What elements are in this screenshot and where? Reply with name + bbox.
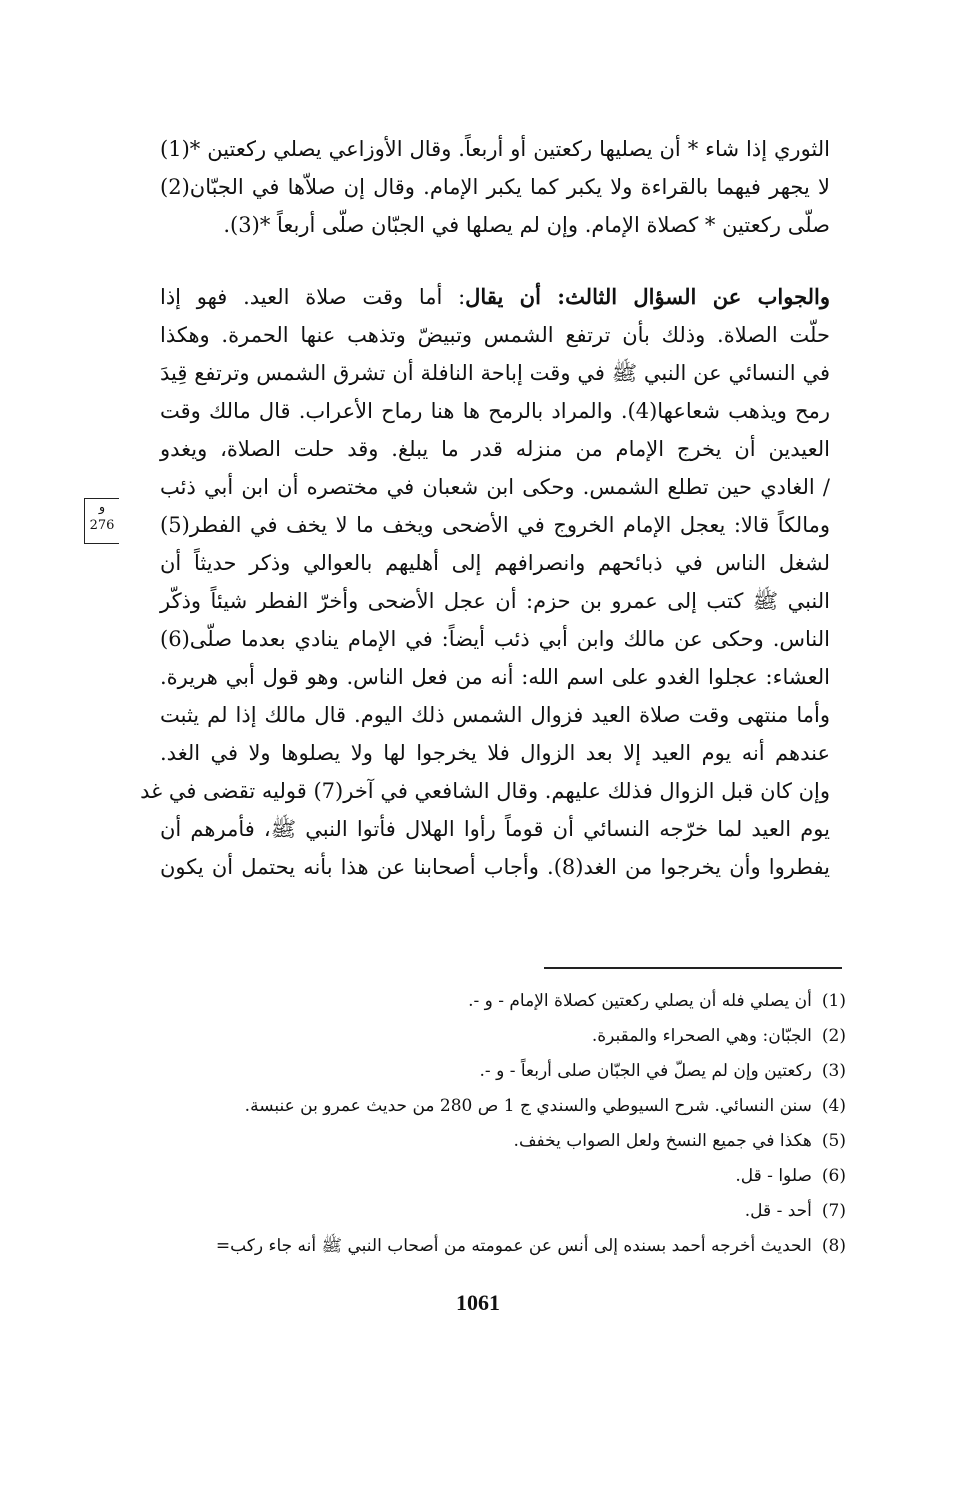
footnote (100, 1194, 846, 1229)
text-line: حلّت الصلاة. وذلك بأن ترتفع الشمس وتبيضّ وتذهب عنها الحمرة. وهكذا (160, 323, 830, 347)
footnote-number: (2) (821, 1026, 846, 1046)
text-segment: : أما وقت صلاة العيد. فهو إذا (160, 285, 466, 309)
manuscript-folio-marker (84, 498, 119, 544)
footnote (100, 1229, 846, 1264)
footnote-number: (8) (821, 1236, 846, 1256)
footnotes (100, 984, 846, 1264)
text-line: الناس. وحكى عن مالك وابن أبي ذئب أيضاً: في الإمام ينادي بعدما صلّى(6) (160, 627, 830, 651)
text-line: يفطروا وأن يخرجوا من الغد(8). وأجاب أصحابنا عن هذا بأنه يحتمل أن يكون (160, 855, 831, 879)
text-line: لشغل الناس في ذبائحهم وانصرافهم إلى أهليهم بالعوالي وذكر حديثاً أن (160, 551, 830, 575)
text-line: العشاء: عجلوا الغدو على اسم الله: أنه من فعل الناس. وهو قول أبي هريرة. (160, 665, 830, 689)
text-line: عندهم أنه يوم العيد إلا بعد الزوال فلا يخرجوا لها ولا يصلوها ولا في الغد. (160, 741, 830, 765)
text-line: يوم العيد لما خرّجه النسائي أن قوماً رأوا الهلال فأتوا النبي ﷺ، فأمرهم أن (160, 817, 830, 841)
footnote (100, 1089, 846, 1124)
footnote-number: (1) (821, 991, 846, 1011)
text-line: وأما منتهى وقت صلاة العيد فزوال الشمس ذلك اليوم. قال مالك إذا لم يثبت (160, 703, 830, 727)
text-line: رمح ويذهب شعاعها(4). والمراد بالرمح ها هنا رماح الأعراب. قال مالك وقت (160, 399, 830, 423)
footnote (100, 1054, 846, 1089)
footnote-number: (3) (821, 1061, 846, 1081)
footnote-text: أحد - قل. (744, 1201, 812, 1221)
text-line: الثوري إذا شاء * أن يصليها ركعتين أو أربعاً. وقال الأوزاعي يصلي ركعتين *(1) (160, 137, 830, 161)
text-line: النبي ﷺ كتب إلى عمرو بن حزم: أن عجل الأضحى وأخرّ الفطر شيئاً وذكّر (160, 589, 830, 613)
footnote-text: ركعتين وإن لم يصلّ في الجبّان صلى أربعاً - و -. (479, 1061, 812, 1081)
footnote-number: (6) (821, 1166, 846, 1186)
footnote (100, 1124, 846, 1159)
footnote-text: سنن النسائي. شرح السيوطي والسندي ج 1 ص 280 من حديث عمرو بن عنبسة. (244, 1096, 812, 1116)
footnote-divider (544, 967, 842, 969)
text-line: وإن كان قبل الزوال فذلك عليهم. وقال الشافعي في آخر(7) قوليه تقضى في غد (140, 779, 830, 803)
text-line: العيدين أن يخرج الإمام من منزله قدر ما يبلغ. وقد حلت الصلاة، ويغدو (160, 437, 830, 461)
text-line: ومالكاً قالا: يعجل الإمام الخروج في الأضحى ويخف ما لا يخف في الفطر(5) (160, 513, 830, 537)
text-line: / الغادي حين تطلع الشمس. وحكى ابن شعبان في مختصره أن ابن أبي ذئب (160, 475, 830, 499)
footnote-number: (7) (821, 1201, 846, 1221)
paragraph-continuation (160, 130, 830, 244)
section-lead: والجواب عن السؤال الثالث: أن يقال (465, 284, 830, 309)
footnote-text: صلوا - قل. (735, 1166, 812, 1186)
paragraph-third-answer (140, 278, 831, 886)
footnote-text: الجبّان: وهي الصحراء والمقبرة. (591, 1026, 812, 1046)
footnote (100, 1019, 846, 1054)
folio-number: 276 (89, 518, 115, 533)
folio-letter: و (98, 500, 106, 515)
text-line: لا يجهر فيهما بالقراءة ولا يكبر كما يكبر الإمام. وقال إن صلاّها في الجبّان(2) (160, 175, 830, 199)
footnote-text: هكذا في جميع النسخ ولعل الصواب يخفف. (513, 1131, 812, 1151)
text-line (160, 278, 830, 316)
footnote (100, 984, 846, 1019)
footnote-number: (5) (821, 1131, 846, 1151)
footnote-text: أن يصلي فله أن يصلي ركعتين كصلاة الإمام - و -. (468, 991, 812, 1011)
text-line: في النسائي عن النبي ﷺ في وقت إباحة النافلة أن تشرق الشمس وترتفع قِيدَ (160, 361, 830, 385)
footnote (100, 1159, 846, 1194)
page-number: 1061 (456, 1290, 500, 1315)
footnote-number: (4) (821, 1096, 846, 1116)
text-line: صلّى ركعتين * كصلاة الإمام. وإن لم يصلها في الجبّان صلّى أربعاً *(3). (223, 213, 830, 237)
footnote-text: الحديث أخرجه أحمد بسنده إلى أنس عن عمومته من أصحاب النبي ﷺ أنه جاء ركب= (215, 1236, 812, 1256)
